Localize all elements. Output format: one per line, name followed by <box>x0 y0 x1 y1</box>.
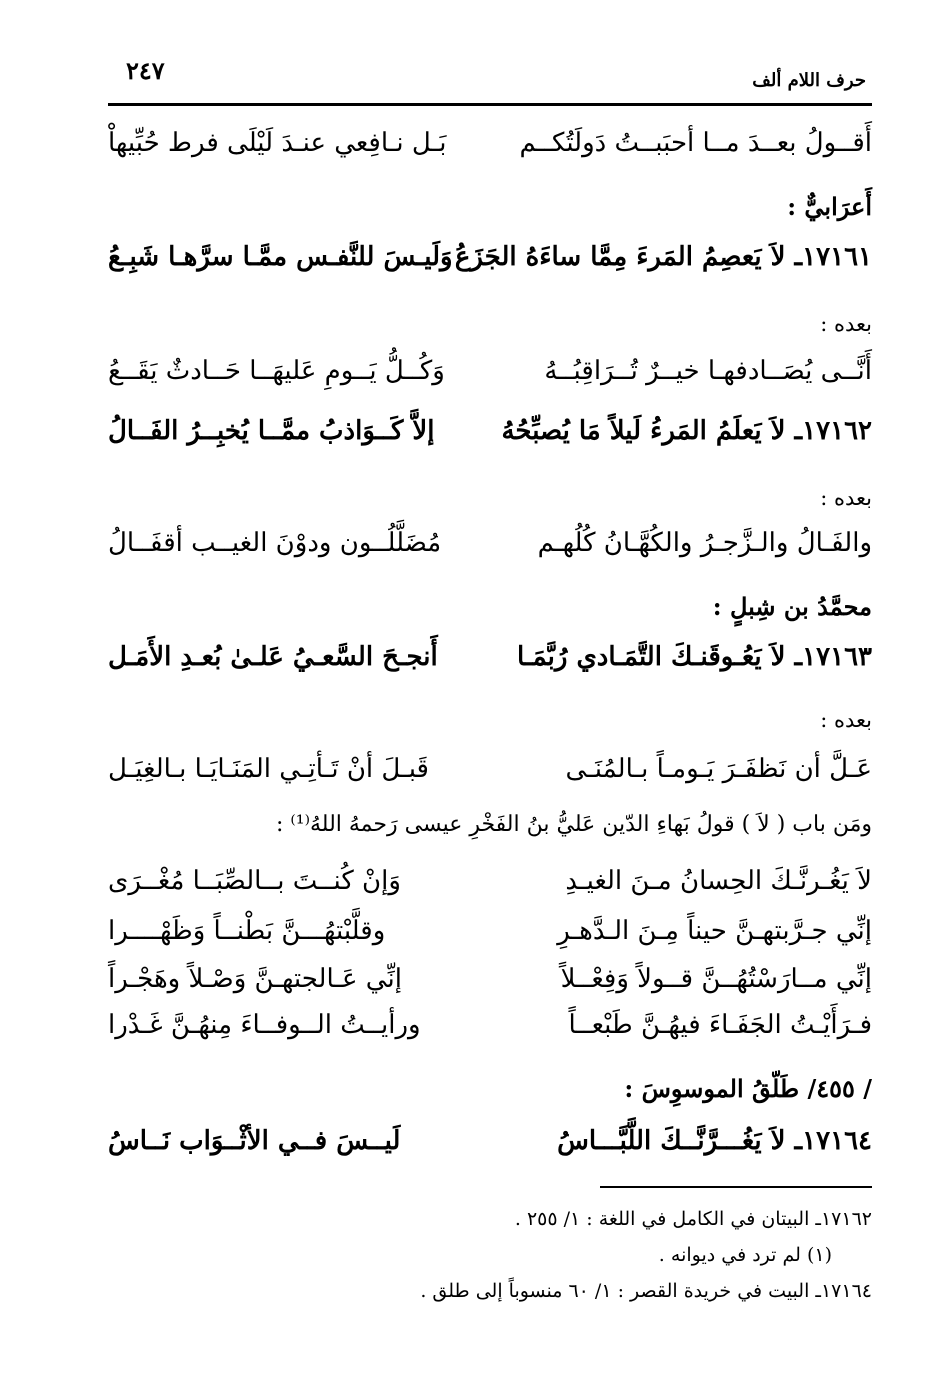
after-label: بعده : <box>820 312 872 336</box>
verse-first-hemistich: فـرَأَيْـتُ الجَفَـاءَ فيهُـنَّ طَبْعــاً <box>568 1010 872 1040</box>
verse-second-hemistich: وَإنْ كُنــتَ بــالصِّبَــا مُغْــرَى <box>108 866 401 896</box>
verse-first-hemistich: أَنَّــى يُصَــادفهـا خيــرٌ تُــرَاقِبُــهُ <box>544 356 872 386</box>
page-header <box>108 56 872 104</box>
verse-first-hemistich: إنِّي جـرَّبتهـنَّ حيناً مِـنَ الـدَّهـرِ <box>557 916 872 946</box>
prose-intro: ومَن باب ( لاَ ) قولُ بَهاءِ الدّين عَليُّ بنُ الفَخْرِ عيسى رَحمهُ اللهُ⁽¹⁾ : <box>275 812 872 837</box>
verse-second-hemistich: وَلَيـسَ للنَّفـس ممَّـا سرَّهـا شَبِـعُ <box>108 242 453 272</box>
verse-second-hemistich: قَبـلَ أنْ تَـأتِـي المَنَـايَـا بـالغِيَـل <box>108 754 429 784</box>
running-title: حرف اللام ألف <box>752 70 866 91</box>
poet-attribution: أَعرَابيٌّ : <box>787 192 872 221</box>
verse-second-hemistich: وَكُــلُّ يَــومِ عَليهَــا حَــادثٌ يَقَــعُ <box>108 356 445 386</box>
after-label: بعده : <box>820 708 872 732</box>
footnote: ١٧١٦٤ـ البيت في خريدة القصر : ١/ ٦٠ منسوباً إلى طلق . <box>420 1280 872 1302</box>
verse-first-hemistich: ١٧١٦١ـ لاَ يَعصِمُ المَرءَ مِمَّا ساءَهُ الجَزَعُ <box>454 242 872 272</box>
footnote: (١) لم ترد في ديوانه . <box>658 1244 832 1266</box>
header-rule <box>108 103 872 106</box>
verse-second-hemistich: إلاَّ كَــوَاذبُ ممَّــا يُخبِــرُ الفَــالُ <box>108 416 435 446</box>
verse-first-hemistich: عَـلَّ أن نَظفَـرَ يَـومـاً بـالمُنَـى <box>565 754 872 784</box>
verse-second-hemistich: بَـل نـافِعي عنـدَ لَيْلَى فرط حُبِّيهاْ <box>108 128 447 158</box>
verse-first-hemistich: ١٧١٦٣ـ لاَ يَعُـوقَنـكَ التَّمَـادي رُبَّمَـا <box>517 642 872 672</box>
verse-first-hemistich: أَقــولُ بعــدَ مــا أحبَبــتُ دَولَتُكــم <box>519 128 872 158</box>
verse-second-hemistich: إنِّي عَـالجتهـنَّ وَصْـلاً وهَجْـراً <box>108 964 402 994</box>
footnote-rule <box>600 1186 872 1188</box>
verse-first-hemistich: ١٧١٦٤ـ لاَ يَغُـــرَّنَّــكَ اللَّبَّـــاسُ <box>557 1126 872 1156</box>
verse-second-hemistich: أَنجـحَ السَّعـيُ عَلـىٰ بُعـدِ الأَمَـل <box>108 642 438 672</box>
poet-attribution: محمَّدُ بن شِبلٍ : <box>712 592 872 621</box>
verse-first-hemistich: إنِّي مــارَسْتُهُــنَّ قــولاً وَفِعْــلاً <box>560 964 872 994</box>
verse-second-hemistich: لَيــسَ فــي الأثْــوَاب نَــاسُ <box>108 1126 401 1156</box>
footnote: ١٧١٦٢ـ البيتان في الكامل في اللغة : ١/ ٢٥٥ . <box>514 1208 872 1230</box>
verse-first-hemistich: والفَـالُ والـزَّجـرُ والكُهَّـانُ كُلُهـم <box>537 528 872 558</box>
after-label: بعده : <box>820 486 872 510</box>
verse-first-hemistich: ١٧١٦٢ـ لاَ يَعلَمُ المَرءُ لَيلاً مَا يُصبِّحُهُ <box>501 416 872 446</box>
verse-second-hemistich: مُضَلَّلُــون ودوْنَ الغيــب أقفَــالُ <box>108 528 442 558</box>
verse-first-hemistich: لاَ يَغُـرنَّـكَ الحِسانُ مـنَ الغيـدِ <box>565 866 872 896</box>
page-number: ٢٤٧ <box>126 56 165 85</box>
poet-attribution: / ٤٥٥/ طَلّقُ الموسوِسَ : <box>624 1074 872 1103</box>
verse-second-hemistich: وقلَّبْتهُـــنَّ بَطْنــاً وَظَهْــــرا <box>108 916 386 946</box>
verse-second-hemistich: ورأيــتُ الــوفــاءَ مِنهُـنَّ غَـدْرا <box>108 1010 421 1040</box>
